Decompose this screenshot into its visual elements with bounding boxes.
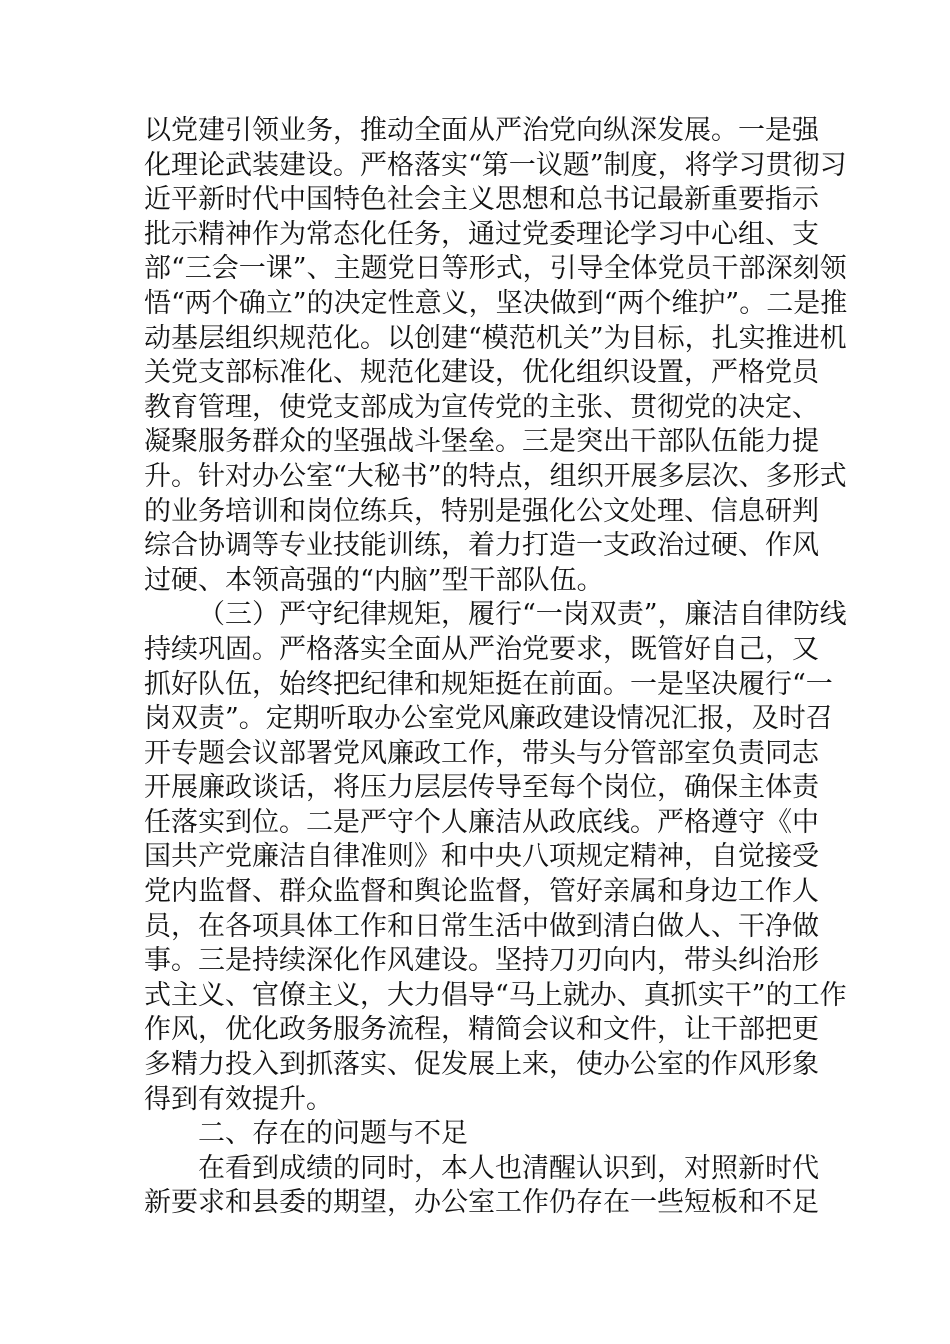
text-line: 在看到成绩的同时，本人也清醒认识到，对照新时代 [198, 1152, 819, 1184]
text-line: 升。针对办公室“大秘书”的特点，组织开展多层次、多形式 [144, 460, 847, 492]
text-line: 批示精神作为常态化任务，通过党委理论学习中心组、支 [144, 218, 819, 250]
text-line: 员，在各项具体工作和日常生活中做到清白做人、干净做 [144, 910, 819, 942]
text-line: 国共产党廉洁自律准则》和中央八项规定精神，自觉接受 [144, 841, 819, 873]
text-line: 任落实到位。二是严守个人廉洁从政底线。严格遵守《中 [144, 806, 819, 838]
section-heading: 二、存在的问题与不足 [198, 1118, 468, 1150]
text-line: 开专题会议部署党风廉政工作，带头与分管部室负责同志 [144, 737, 819, 769]
text-line: 作风，优化政务服务流程，精简会议和文件，让干部把更 [144, 1014, 819, 1046]
text-line: 悟“两个确立”的决定性意义，坚决做到“两个维护”。二是推 [144, 287, 848, 319]
text-line: 党内监督、群众监督和舆论监督，管好亲属和身边工作人 [144, 876, 819, 908]
text-line: 动基层组织规范化。以创建“模范机关”为目标，扎实推进机 [144, 322, 847, 354]
paragraph-end-line: 过硬、本领高强的“内脑”型干部队伍。 [144, 564, 604, 596]
body-text [144, 114, 848, 1221]
text-line: 多精力投入到抓落实、促发展上来，使办公室的作风形象 [144, 1049, 819, 1081]
section-heading-line: （三）严守纪律规矩，履行“一岗双责”，廉洁自律防线 [198, 599, 847, 631]
text-line: 部“三会一课”、主题党日等形式，引导全体党员干部深刻领 [144, 253, 847, 285]
paragraph-end-line: 得到有效提升。 [144, 1083, 333, 1115]
text-line: 化理论武装建设。严格落实“第一议题”制度，将学习贯彻习 [144, 149, 847, 181]
text-line: 新要求和县委的期望，办公室工作仍存在一些短板和不足 [144, 1187, 819, 1219]
text-line: 式主义、官僚主义，大力倡导“马上就办、真抓实干”的工作 [144, 979, 847, 1011]
text-line: 近平新时代中国特色社会主义思想和总书记最新重要指示 [144, 184, 819, 216]
text-line: 关党支部标准化、规范化建设，优化组织设置，严格党员 [144, 357, 819, 389]
text-line: 凝聚服务群众的坚强战斗堡垒。三是突出干部队伍能力提 [144, 426, 819, 458]
text-line: 以党建引领业务，推动全面从严治党向纵深发展。一是强 [144, 115, 819, 146]
text-line: 综合协调等专业技能训练，着力打造一支政治过硬、作风 [144, 530, 819, 562]
text-line: 开展廉政谈话，将压力层层传导至每个岗位，确保主体责 [144, 772, 819, 804]
text-line: 抓好队伍，始终把纪律和规矩挺在前面。一是坚决履行“一 [144, 668, 833, 700]
text-line: 事。三是持续深化作风建设。坚持刀刃向内，带头纠治形 [144, 945, 819, 977]
text-line: 岗双责”。定期听取办公室党风廉政建设情况汇报，及时召 [144, 703, 833, 735]
text-line: 的业务培训和岗位练兵，特别是强化公文处理、信息研判 [144, 495, 819, 527]
text-line: 持续巩固。严格落实全面从严治党要求，既管好自己，又 [144, 633, 819, 665]
text-line: 教育管理，使党支部成为宣传党的主张、贯彻党的决定、 [144, 391, 819, 423]
